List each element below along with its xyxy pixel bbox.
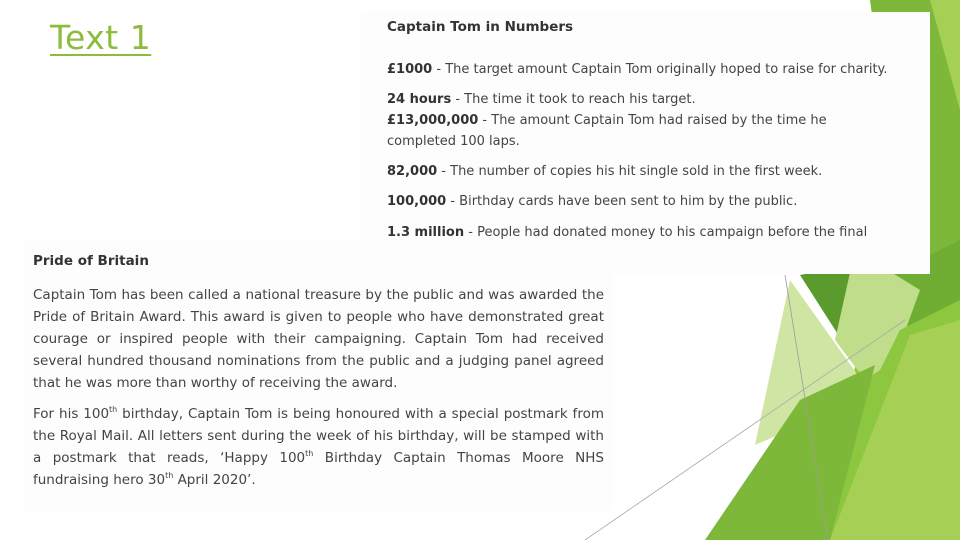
pride-paragraph: Captain Tom has been called a national treasure by the public and was awarded the Pride of Britain Award. This award is given to people who have demonstrated great courage or inspired people with their campaigning. Captain Tom had received several hundred thousand nominations from the public and a judging panel agreed that he was more than worthy of receiving the award. — [33, 287, 604, 391]
captain-tom-numbers-card — [362, 12, 930, 274]
fact-text: - The time it took to reach his target. — [451, 92, 696, 107]
superscript: th — [305, 449, 314, 458]
fact-item — [387, 59, 912, 80]
text-run: birthday, Captain Tom is being honoured with a special postmark from the Royal Mail. All letters sent during the week of his birthday, will be stamped with a postmark that reads, ‘Happy 100 — [33, 406, 604, 466]
fact-number: 1.3 million — [387, 225, 465, 240]
fact-text: - The number of copies his hit single sold in the first week. — [437, 164, 823, 179]
text-run: For his 100 — [33, 406, 110, 422]
fact-text: - Birthday cards have been sent to him by the public. — [446, 194, 798, 209]
fact-number: 100,000 — [387, 194, 447, 209]
fact-item — [387, 89, 912, 110]
fact-text: - The amount Captain Tom had raised by the time he completed 100 laps. — [387, 113, 827, 149]
superscript: th — [165, 471, 174, 480]
superscript: th — [109, 405, 118, 414]
fact-number: £13,000,000 — [387, 113, 479, 128]
numbers-card-title: Captain Tom in Numbers — [387, 19, 574, 35]
fact-text: - The target amount Captain Tom originally hoped to raise for charity. — [432, 62, 888, 77]
pride-card-title: Pride of Britain — [33, 253, 149, 269]
fact-number: 82,000 — [387, 164, 438, 179]
postmark-paragraph — [33, 403, 604, 491]
text-run: Birthday Captain Thomas Moore NHS fundraising hero 30 — [33, 450, 604, 488]
text-run: April 2020’. — [173, 472, 256, 488]
fact-item — [387, 191, 912, 212]
fact-number: 24 hours — [387, 92, 452, 107]
fact-item — [387, 110, 847, 152]
fact-text: - People had donated money to his campaign before the final — [468, 225, 868, 240]
fact-item — [387, 161, 912, 182]
pride-of-britain-card — [24, 242, 612, 510]
slide-title: Text 1 — [50, 18, 152, 57]
fact-number: £1000 — [387, 62, 433, 77]
